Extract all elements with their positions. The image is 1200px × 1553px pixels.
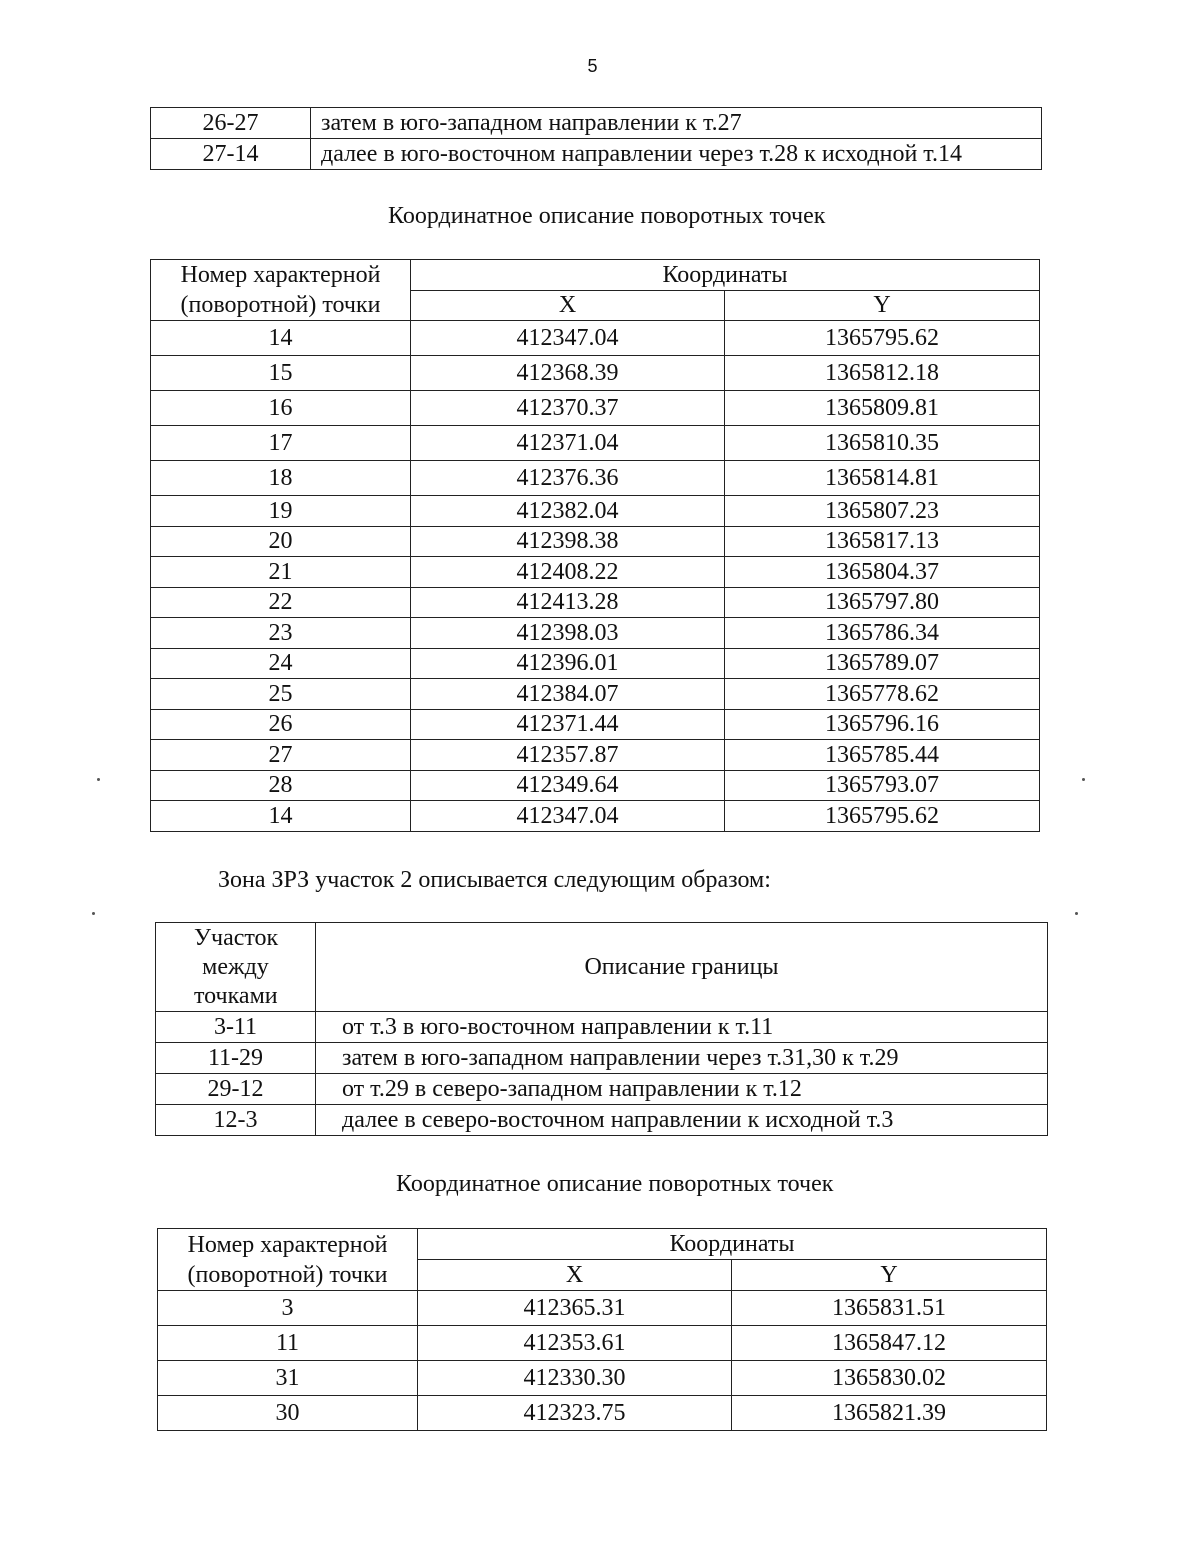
table-row [151,587,1040,618]
y-cell: 1365795.62 [725,801,1040,832]
scan-speck [92,912,95,915]
point-cell: 16 [151,391,411,426]
table-row [158,1361,1047,1396]
coordinates-header: Координаты [418,1229,1047,1260]
table-row [151,648,1040,679]
x-cell: 412408.22 [411,557,725,588]
table-row [158,1291,1047,1326]
point-cell: 18 [151,461,411,496]
table-row [151,139,1042,170]
y-cell: 1365793.07 [725,770,1040,801]
x-cell: 412398.03 [411,618,725,649]
table-row [151,740,1040,771]
y-cell: 1365831.51 [732,1291,1047,1326]
zone-heading: Зона ЗРЗ участок 2 описывается следующим образом: [218,867,771,893]
table-row [151,679,1040,710]
point-cell: 20 [151,526,411,557]
y-cell: 1365807.23 [725,496,1040,527]
y-cell: 1365812.18 [725,356,1040,391]
y-cell: 1365830.02 [732,1361,1047,1396]
y-cell: 1365785.44 [725,740,1040,771]
y-cell: 1365796.16 [725,709,1040,740]
table-row [158,1326,1047,1361]
table-row [151,496,1040,527]
table-row [151,356,1040,391]
y-header: Y [725,290,1040,321]
table-row [151,321,1040,356]
x-cell: 412347.04 [411,801,725,832]
page-number: 5 [587,56,598,76]
point-cell: 26 [151,709,411,740]
x-cell: 412376.36 [411,461,725,496]
table-row [151,426,1040,461]
x-cell: 412330.30 [418,1361,732,1396]
y-header: Y [732,1260,1047,1291]
point-cell: 31 [158,1361,418,1396]
x-cell: 412382.04 [411,496,725,527]
table-row [151,391,1040,426]
x-cell: 412398.38 [411,526,725,557]
point-cell: 25 [151,679,411,710]
point-cell: 23 [151,618,411,649]
table-row [151,770,1040,801]
y-cell: 1365795.62 [725,321,1040,356]
x-cell: 412384.07 [411,679,725,710]
table-row [151,618,1040,649]
coordinates-table-1 [150,259,1040,832]
point-cell: 14 [151,801,411,832]
table-row [151,461,1040,496]
table-row [156,1105,1048,1136]
segment-cell: 11-29 [156,1043,316,1074]
x-cell: 412357.87 [411,740,725,771]
segment-cell: 26-27 [151,108,311,139]
point-cell: 28 [151,770,411,801]
coordinates-heading-1: Координатное описание поворотных точек [388,203,826,229]
coordinates-header: Координаты [411,260,1040,291]
point-cell: 17 [151,426,411,461]
point-cell: 30 [158,1396,418,1431]
x-header: X [411,290,725,321]
point-cell: 15 [151,356,411,391]
point-cell: 27 [151,740,411,771]
segment-cell: 12-3 [156,1105,316,1136]
scan-speck [1075,912,1078,915]
x-cell: 412371.44 [411,709,725,740]
point-number-header: Номер характерной (поворотной) точки [151,260,411,321]
x-cell: 412323.75 [418,1396,732,1431]
scan-speck [1082,778,1085,781]
scan-speck [97,778,100,781]
y-cell: 1365804.37 [725,557,1040,588]
point-number-header: Номер характерной (поворотной) точки [158,1229,418,1291]
x-cell: 412370.37 [411,391,725,426]
y-cell: 1365810.35 [725,426,1040,461]
x-header: X [418,1260,732,1291]
description-cell: далее в юго-восточном направлении через т.28 к исходной т.14 [311,139,1042,170]
description-cell: далее в северо-восточном направлении к исходной т.3 [316,1105,1048,1136]
segment-header: Участок между точками [156,923,316,1012]
x-cell: 412349.64 [411,770,725,801]
description-cell: от т.29 в северо-западном направлении к т.12 [316,1074,1048,1105]
y-cell: 1365821.39 [732,1396,1047,1431]
point-cell: 19 [151,496,411,527]
point-cell: 11 [158,1326,418,1361]
point-cell: 3 [158,1291,418,1326]
table-row [151,108,1042,139]
description-cell: затем в юго-западном направлении к т.27 [311,108,1042,139]
table-row [151,557,1040,588]
x-cell: 412353.61 [418,1326,732,1361]
y-cell: 1365786.34 [725,618,1040,649]
description-cell: затем в юго-западном направлении через т.31,30 к т.29 [316,1043,1048,1074]
segment-cell: 29-12 [156,1074,316,1105]
point-cell: 24 [151,648,411,679]
description-cell: от т.3 в юго-восточном направлении к т.11 [316,1012,1048,1043]
x-cell: 412413.28 [411,587,725,618]
table-row [158,1396,1047,1431]
point-cell: 14 [151,321,411,356]
x-cell: 412368.39 [411,356,725,391]
y-cell: 1365847.12 [732,1326,1047,1361]
boundary-route-table-1 [150,107,1042,170]
x-cell: 412365.31 [418,1291,732,1326]
table-row [156,1012,1048,1043]
y-cell: 1365814.81 [725,461,1040,496]
y-cell: 1365789.07 [725,648,1040,679]
x-cell: 412371.04 [411,426,725,461]
point-cell: 21 [151,557,411,588]
segment-cell: 3-11 [156,1012,316,1043]
y-cell: 1365809.81 [725,391,1040,426]
table-row [151,709,1040,740]
table-row [151,801,1040,832]
boundary-route-table-2 [155,922,1048,1136]
description-header: Описание границы [316,923,1048,1012]
y-cell: 1365817.13 [725,526,1040,557]
x-cell: 412396.01 [411,648,725,679]
y-cell: 1365797.80 [725,587,1040,618]
point-cell: 22 [151,587,411,618]
coordinates-table-2 [157,1228,1047,1431]
x-cell: 412347.04 [411,321,725,356]
coordinates-heading-2: Координатное описание поворотных точек [396,1171,834,1197]
table-row [156,1074,1048,1105]
table-row [156,1043,1048,1074]
segment-cell: 27-14 [151,139,311,170]
y-cell: 1365778.62 [725,679,1040,710]
table-row [151,526,1040,557]
